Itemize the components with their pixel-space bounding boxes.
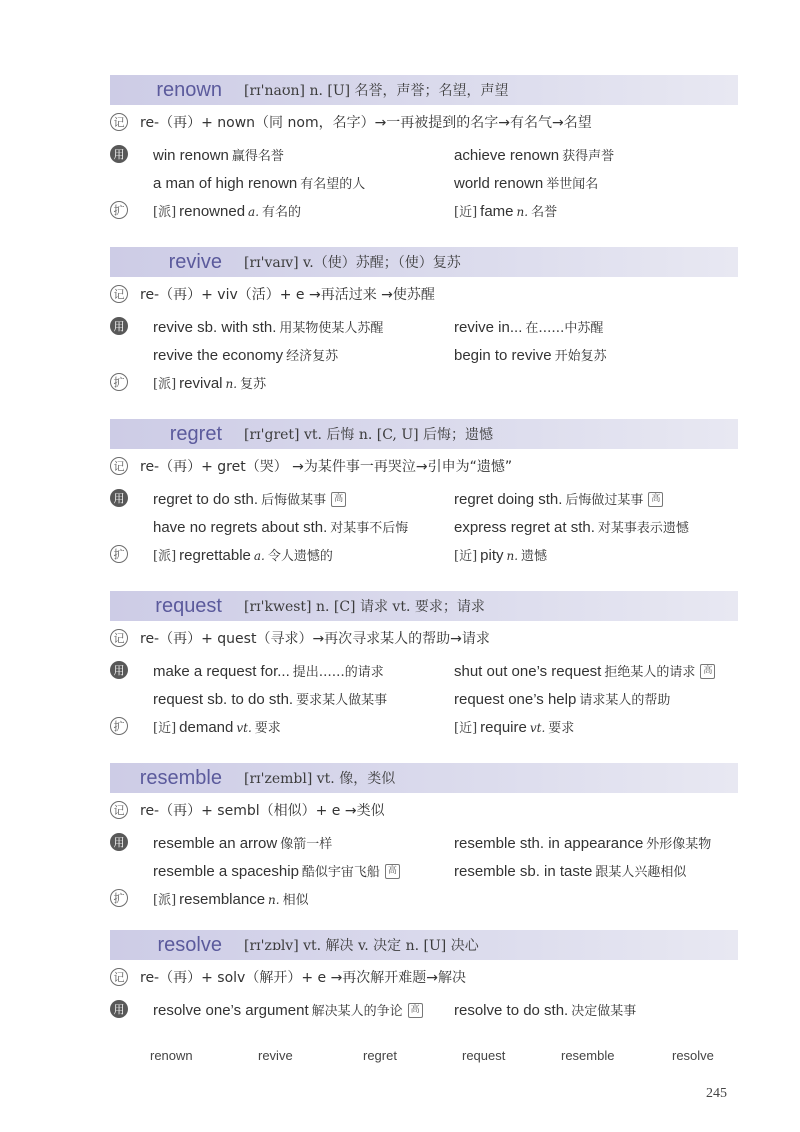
extend-row bbox=[110, 543, 750, 565]
definition: [rɪ'zɒlv] vt. 解决 v. 决定 n. [U] 决心 bbox=[244, 938, 479, 954]
usage-en: resemble sth. in appearance bbox=[454, 834, 644, 852]
entry-header bbox=[110, 75, 738, 105]
etymology-text: re-（再）+ nown（同 nom，名字）→一再被提到的名字→有名气→名望 bbox=[140, 115, 592, 131]
usage-en: revive in... bbox=[454, 318, 523, 336]
entry-5 bbox=[110, 930, 738, 1019]
usage-icon: 用 bbox=[110, 145, 128, 163]
usage-item bbox=[153, 517, 408, 536]
usage-icon: 用 bbox=[110, 833, 128, 851]
etymology-text: re-（再）+ solv（解开）+ e →再次解开难题→解决 bbox=[140, 970, 467, 986]
usage-cn: 对某事不后悔 bbox=[330, 520, 409, 536]
usage-row bbox=[110, 831, 750, 853]
usage-cn: 拒绝某人的请求 bbox=[604, 664, 696, 680]
entry-header bbox=[110, 247, 738, 277]
exam-mark-icon: 高 bbox=[408, 1003, 423, 1018]
usage-row bbox=[110, 143, 750, 165]
extend-pos: n. bbox=[516, 204, 529, 219]
usage-en: resolve to do sth. bbox=[454, 1001, 569, 1019]
extend-pos: n. bbox=[225, 376, 238, 391]
usage-icon: 用 bbox=[110, 489, 128, 507]
exam-mark-icon: 高 bbox=[385, 864, 400, 879]
definition: [rɪ'zembl] vt. 像，类似 bbox=[244, 771, 396, 787]
memory-row bbox=[110, 966, 750, 988]
usage-en: express regret at sth. bbox=[454, 518, 595, 536]
usage-cn: 跟某人兴趣相似 bbox=[595, 864, 687, 880]
extend-cn: 名誉 bbox=[531, 204, 558, 220]
extend-pos: n. bbox=[268, 892, 280, 907]
extend-tag: [近] bbox=[454, 720, 478, 736]
usage-en: resemble sb. in taste bbox=[454, 862, 593, 880]
usage-en: shut out one’s request bbox=[454, 662, 602, 680]
headword: regret bbox=[169, 422, 222, 445]
extend-en: revival bbox=[179, 374, 223, 392]
usage-item bbox=[153, 689, 387, 708]
extend-item bbox=[153, 373, 266, 392]
footer-word: revive bbox=[258, 1048, 293, 1063]
usage-en: a man of high renown bbox=[153, 174, 298, 192]
usage-cn: 酷似宇宙飞船 bbox=[301, 864, 380, 880]
memory-icon: 记 bbox=[110, 968, 128, 986]
usage-row bbox=[110, 487, 750, 509]
memory-icon: 记 bbox=[110, 457, 128, 475]
footer-word: resolve bbox=[672, 1048, 714, 1063]
extend-row bbox=[110, 887, 750, 909]
extend-en: resemblance bbox=[179, 890, 266, 908]
entry-header bbox=[110, 591, 738, 621]
usage-cn: 决定做某事 bbox=[571, 1003, 637, 1019]
page-number: 245 bbox=[706, 1086, 727, 1101]
usage-row bbox=[110, 859, 750, 881]
usage-cn: 像箭一样 bbox=[280, 836, 333, 852]
etymology-text: re-（再）+ quest（寻求）→再次寻求某人的帮助→请求 bbox=[140, 631, 490, 647]
extend-item bbox=[454, 545, 547, 564]
usage-en: revive sb. with sth. bbox=[153, 318, 277, 336]
memory-icon: 记 bbox=[110, 113, 128, 131]
extend-icon: 扩 bbox=[110, 373, 128, 391]
extend-row bbox=[110, 715, 750, 737]
usage-item bbox=[153, 833, 332, 852]
extend-cn: 令人遗憾的 bbox=[267, 548, 333, 564]
extend-item bbox=[454, 201, 557, 220]
usage-item bbox=[153, 345, 338, 364]
usage-row bbox=[110, 515, 750, 537]
usage-cn: 后悔做某事 bbox=[261, 492, 327, 508]
usage-en: resemble a spaceship bbox=[153, 862, 299, 880]
extend-item bbox=[153, 889, 309, 908]
usage-en: make a request for... bbox=[153, 662, 290, 680]
usage-row bbox=[110, 171, 750, 193]
extend-row bbox=[110, 371, 750, 393]
usage-cn: 举世闻名 bbox=[546, 176, 599, 192]
extend-tag: [派] bbox=[153, 204, 177, 220]
etymology-text: re-（再）+ sembl（相似）+ e →类似 bbox=[140, 803, 385, 819]
extend-pos: n. bbox=[506, 548, 519, 563]
usage-icon: 用 bbox=[110, 661, 128, 679]
usage-cn: 用某物使某人苏醒 bbox=[279, 320, 384, 336]
usage-item bbox=[454, 517, 689, 536]
entry-4 bbox=[110, 763, 738, 908]
extend-icon: 扩 bbox=[110, 889, 128, 907]
extend-en: regrettable bbox=[179, 546, 251, 564]
memory-row bbox=[110, 455, 750, 477]
usage-item bbox=[454, 173, 598, 192]
usage-en: begin to revive bbox=[454, 346, 552, 364]
usage-item bbox=[153, 1000, 423, 1019]
usage-cn: 解决某人的争论 bbox=[311, 1003, 403, 1019]
footer-word-index bbox=[0, 1048, 800, 1068]
extend-item bbox=[153, 201, 301, 220]
usage-cn: 对某事表示遗憾 bbox=[597, 520, 689, 536]
extend-cn: 要求 bbox=[548, 720, 575, 736]
usage-cn: 有名望的人 bbox=[300, 176, 366, 192]
definition: [rɪ'kwest] n. [C] 请求 vt. 要求；请求 bbox=[244, 599, 485, 615]
usage-item bbox=[153, 861, 400, 880]
usage-cn: 开始复苏 bbox=[554, 348, 607, 364]
usage-item bbox=[153, 489, 346, 508]
usage-icon: 用 bbox=[110, 317, 128, 335]
usage-en: regret doing sth. bbox=[454, 490, 563, 508]
exam-mark-icon: 高 bbox=[648, 492, 663, 507]
definition: [rɪ'vaɪv] v.（使）苏醒；（使）复苏 bbox=[244, 255, 461, 271]
footer-word: request bbox=[462, 1048, 506, 1063]
usage-cn: 赢得名誉 bbox=[231, 148, 284, 164]
entry-0 bbox=[110, 75, 738, 220]
extend-tag: [派] bbox=[153, 548, 177, 564]
extend-cn: 有名的 bbox=[262, 204, 302, 220]
extend-tag: [近] bbox=[454, 204, 478, 220]
usage-en: world renown bbox=[454, 174, 544, 192]
extend-item bbox=[153, 545, 333, 564]
usage-item bbox=[454, 861, 686, 880]
extend-en: require bbox=[480, 718, 527, 736]
usage-en: win renown bbox=[153, 146, 229, 164]
usage-en: resemble an arrow bbox=[153, 834, 278, 852]
memory-icon: 记 bbox=[110, 285, 128, 303]
usage-icon: 用 bbox=[110, 1000, 128, 1018]
extend-en: renowned bbox=[179, 202, 246, 220]
extend-icon: 扩 bbox=[110, 545, 128, 563]
usage-row bbox=[110, 998, 750, 1020]
headword: resemble bbox=[139, 766, 222, 789]
extend-pos: vt. bbox=[529, 720, 546, 735]
extend-pos: a. bbox=[248, 204, 260, 219]
headword: request bbox=[155, 594, 222, 617]
entry-header bbox=[110, 763, 738, 793]
usage-item bbox=[454, 833, 711, 852]
memory-icon: 记 bbox=[110, 801, 128, 819]
definition: [rɪ'naʊn] n. [U] 名誉，声誉；名望，声望 bbox=[244, 83, 509, 99]
entry-header bbox=[110, 930, 738, 960]
usage-cn: 提出……的请求 bbox=[292, 664, 384, 680]
extend-row bbox=[110, 199, 750, 221]
usage-cn: 要求某人做某事 bbox=[296, 692, 388, 708]
usage-cn: 外形像某物 bbox=[646, 836, 712, 852]
usage-row bbox=[110, 659, 750, 681]
entry-2 bbox=[110, 419, 738, 564]
extend-en: demand bbox=[179, 718, 234, 736]
headword: revive bbox=[168, 250, 222, 273]
usage-item bbox=[454, 689, 670, 708]
memory-row bbox=[110, 799, 750, 821]
extend-en: pity bbox=[480, 546, 504, 564]
usage-item bbox=[454, 1000, 636, 1019]
usage-item bbox=[454, 661, 715, 680]
usage-item bbox=[454, 317, 603, 336]
footer-word: renown bbox=[150, 1048, 193, 1063]
exam-mark-icon: 高 bbox=[700, 664, 715, 679]
extend-tag: [近] bbox=[153, 720, 177, 736]
usage-cn: 经济复苏 bbox=[286, 348, 339, 364]
memory-row bbox=[110, 283, 750, 305]
extend-en: fame bbox=[480, 202, 514, 220]
usage-en: resolve one’s argument bbox=[153, 1001, 309, 1019]
entry-3 bbox=[110, 591, 738, 736]
usage-item bbox=[153, 317, 383, 336]
extend-pos: a. bbox=[253, 548, 265, 563]
extend-cn: 相似 bbox=[282, 892, 309, 908]
extend-icon: 扩 bbox=[110, 717, 128, 735]
extend-tag: [近] bbox=[454, 548, 478, 564]
extend-cn: 复苏 bbox=[240, 376, 267, 392]
extend-pos: vt. bbox=[236, 720, 252, 735]
definition: [rɪ'gret] vt. 后悔 n. [C, U] 后悔；遗憾 bbox=[244, 427, 494, 443]
etymology-text: re-（再）+ viv（活）+ e →再活过来 →使苏醒 bbox=[140, 287, 435, 303]
usage-en: regret to do sth. bbox=[153, 490, 259, 508]
memory-row bbox=[110, 627, 750, 649]
extend-cn: 要求 bbox=[254, 720, 281, 736]
usage-en: revive the economy bbox=[153, 346, 284, 364]
memory-row bbox=[110, 111, 750, 133]
usage-en: have no regrets about sth. bbox=[153, 518, 328, 536]
usage-en: request one’s help bbox=[454, 690, 577, 708]
usage-item bbox=[153, 173, 365, 192]
usage-item bbox=[454, 145, 614, 164]
headword: renown bbox=[156, 78, 222, 101]
usage-en: request sb. to do sth. bbox=[153, 690, 294, 708]
footer-word: regret bbox=[363, 1048, 397, 1063]
usage-item bbox=[454, 345, 607, 364]
extend-item bbox=[454, 717, 574, 736]
usage-row bbox=[110, 687, 750, 709]
usage-cn: 请求某人的帮助 bbox=[579, 692, 671, 708]
extend-cn: 遗憾 bbox=[521, 548, 548, 564]
headword: resolve bbox=[157, 933, 222, 956]
usage-cn: 获得声誉 bbox=[562, 148, 615, 164]
entry-header bbox=[110, 419, 738, 449]
extend-icon: 扩 bbox=[110, 201, 128, 219]
usage-item bbox=[153, 145, 284, 164]
memory-icon: 记 bbox=[110, 629, 128, 647]
usage-cn: 在……中苏醒 bbox=[525, 320, 604, 336]
exam-mark-icon: 高 bbox=[331, 492, 346, 507]
extend-tag: [派] bbox=[153, 376, 177, 392]
footer-word: resemble bbox=[561, 1048, 615, 1063]
usage-item bbox=[153, 661, 384, 680]
usage-item bbox=[454, 489, 663, 508]
usage-cn: 后悔做过某事 bbox=[565, 492, 644, 508]
usage-row bbox=[110, 343, 750, 365]
extend-tag: [派] bbox=[153, 892, 177, 908]
etymology-text: re-（再）+ gret（哭） →为某件事一再哭泣→引申为“遗憾” bbox=[140, 459, 513, 475]
extend-item bbox=[153, 717, 281, 736]
entry-1 bbox=[110, 247, 738, 392]
usage-en: achieve renown bbox=[454, 146, 560, 164]
usage-row bbox=[110, 315, 750, 337]
